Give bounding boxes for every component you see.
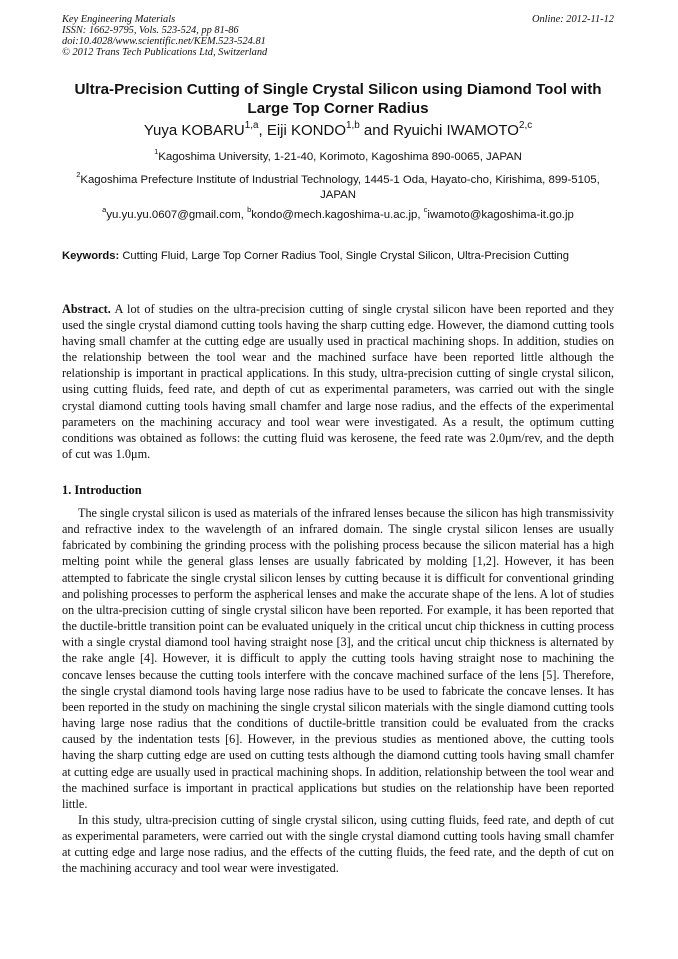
journal-copyright: © 2012 Trans Tech Publications Ltd, Switzerland	[62, 47, 268, 58]
online-date: Online: 2012-11-12	[531, 14, 614, 25]
email-address: iwamoto@kagoshima-it.go.jp	[427, 209, 574, 221]
affiliation-1	[62, 147, 614, 165]
email-address: kondo@mech.kagoshima-u.ac.jp	[251, 209, 418, 221]
section-heading: 1. Introduction	[62, 483, 142, 497]
email-address: yu.yu.yu.0607@gmail.com	[106, 209, 241, 221]
abstract	[62, 301, 614, 462]
email-marker: a	[102, 205, 107, 215]
abstract-text: A lot of studies on the ultra-precision cutting of single crystal silicon have been reported and they used the single crystal diamond cutting tools having the sharp cutting edge. However, the diamond cutting tools having small chamfer at the cutting edge are usually used in practical machining shops. In addition, studies on the relationship between the tool wear and the machined surface have been reported little although the relationship is important in practical applications. In this study, ultra-precision cutting of single crystal silicon, using cutting fluids, feed rate, and depth of cut as experimental parameters, was carried out with the single crystal diamond cutting tools having small chamfer and large nose radius, and the effects of the experimental parameters on the machining accuracy and tool wear were investigated. As a result, the optimum cutting conditions was obtained as follows: the cutting fluid was kerosene, the feed rate was 2.0μm/rev, and the depth of cut was 1.0μm.	[62, 302, 614, 461]
paper-title: Ultra-Precision Cutting of Single Crystal Silicon using Diamond Tool with Large Top Corner Radius	[74, 81, 602, 117]
journal-doi: doi:10.4028/www.scientific.net/KEM.523-524.81	[62, 36, 266, 47]
keywords-text: Cutting Fluid, Large Top Corner Radius Tool, Single Crystal Silicon, Ultra-Precision Cutting	[122, 250, 569, 262]
author-conjunction: and	[359, 122, 394, 139]
affiliation-text: Kagoshima University, 1-21-40, Korimoto, Kagoshima 890-0065, JAPAN	[158, 151, 522, 163]
journal-name: Key Engineering Materials	[62, 14, 176, 25]
author-affiliation-marker: 1,b	[346, 120, 360, 132]
author-separator: ,	[258, 122, 267, 139]
keywords	[62, 249, 614, 263]
body-paragraph: In this study, ultra-precision cutting of single crystal silicon, using cutting fluids, feed rate, and depth of cut as experimental parameters, were carried out with the single crystal diamond cutting tools having small chamfer at cutting edge and large nose radius, and the effects of the cutting fluids, the feed rate, and the depth of cut on the machining accuracy and tool wear were investigated.	[62, 812, 614, 876]
author-list	[62, 121, 614, 141]
journal-header	[62, 14, 267, 58]
affiliation-marker: 1	[154, 147, 159, 157]
author-affiliation-marker: 2,c	[518, 120, 533, 132]
author-affiliation-marker: 1,a	[244, 120, 259, 132]
abstract-label: Abstract.	[62, 302, 111, 316]
affiliation-marker: 2	[76, 170, 81, 180]
body-paragraph: The single crystal silicon is used as materials of the infrared lenses because the silicon has high transmissivity and refractive index to the wavelength of an infrared domain. The single crystal silicon lenses are usually fabricated by combining the grinding process with the polishing process because the silicon material has a high melting point while the general glass lenses are usually fabricated by molding [1,2]. However, it has been attempted to fabricate the single crystal silicon lenses by cutting because it is difficult for conventional grinding and polishing processes to perform the aspherical lenses and make the accurate shape of the lens. A lot of studies on the ultra-precision cutting of single crystal silicon have been reported. For example, it has been reported that the ductile-brittle transition point can be evaluated uniquely in the critical uncut chip thickness in cutting process with a single crystal diamond tool having straight nose [3], and the critical uncut chip thickness is alternated by the rake angle [4]. However, it is difficult to apply the cutting tools having straight nose to machining the concave lenses because the cutting tools interfere with the concave machined surface of the lens [5]. Therefore, the single crystal diamond tools having large nose radius have to be used to fabricate the concave lenses. It has been reported in the study on machining the single crystal silicon materials with the single diamond cutting tools having large nose radius that the conditions of ductile-brittle transition could be evaluated from the cracks caused by the indentation tests [6]. However, in the previous studies as mentioned above, the cutting tools having the sharp cutting edge are used on cutting tests although the diamond cutting tools having small chamfer at cutting edge are usually used in practical machining shops. In addition, relationship between the tool wear and the machined surface is important in practical applications but studies on the relationship have been reported little.	[62, 506, 614, 811]
keywords-label: Keywords:	[62, 250, 120, 262]
author-name: Ryuichi IWAMOTO	[393, 122, 519, 139]
affiliation-text: Kagoshima Prefecture Institute of Industrial Technology, 1445-1 Oda, Hayato-cho, Kirishima, 899-5105, JAPAN	[80, 174, 600, 201]
section-body	[62, 505, 614, 877]
email-marker: c	[423, 205, 428, 215]
email-list: $^a$yu.yu.yu.0607@gmail.com, $^b$kondo@mech.kagoshima-u.ac.jp, $^c$iwamoto@kagoshima-it.go.jp	[102, 205, 574, 221]
journal-issn: ISSN: 1662-9795, Vols. 523-524, pp 81-86	[62, 25, 239, 36]
affiliation-2	[74, 170, 602, 203]
email-marker: b	[247, 205, 252, 215]
author-name: Yuya KOBARU	[143, 122, 245, 139]
author-name: Eiji KONDO	[266, 122, 346, 139]
